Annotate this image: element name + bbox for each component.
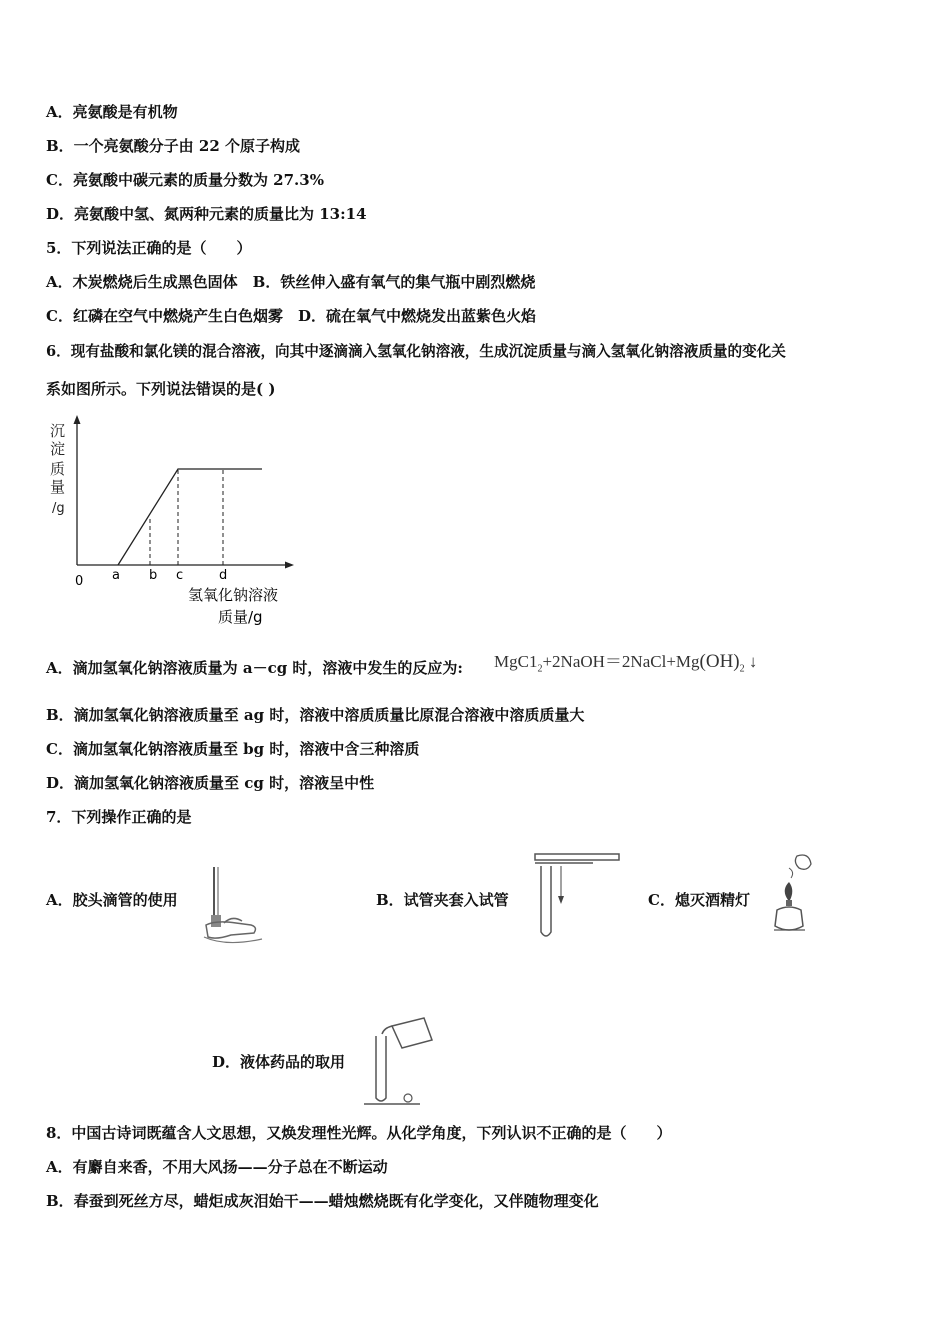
y-axis-arrow [74, 415, 81, 424]
liquid-pouring-illustration [362, 1012, 442, 1107]
q4-option-a: A．亮氨酸是有机物 [46, 103, 178, 121]
chart-ylabel [50, 422, 65, 516]
eq-sub-2: 2 [739, 663, 745, 675]
ylabel-char-1: 淀 [50, 440, 66, 458]
q7-stem: 7．下列操作正确的是 [46, 808, 192, 826]
q6-stem-line2: 系如图所示。下列说法错误的是( ) [46, 380, 276, 398]
q6-option-d: D．滴加氢氧化钠溶液质量至 cg 时，溶液呈中性 [46, 774, 375, 792]
x-tick-c: c [176, 568, 184, 583]
alcohol-lamp-illustration [769, 852, 819, 937]
q6-stem-line1: 6．现有盐酸和氯化镁的混合溶液，向其中逐滴滴入氢氧化钠溶液，生成沉淀质量与滴入氢氧化钠溶液质量的变化关 [46, 343, 786, 360]
test-tube-holder-illustration [533, 850, 623, 940]
dropper-hand-illustration [196, 865, 276, 950]
eq-part-c: (OH) [699, 651, 740, 672]
eq-part-d: ↓ [748, 652, 758, 671]
eq-part-a: MgC1 [494, 652, 538, 671]
xlabel-line2: 质量/g [218, 608, 263, 626]
q6-option-b: B．滴加氢氧化钠溶液质量至 ag 时，溶液中溶质质量比原混合溶液中溶质质量大 [46, 706, 585, 724]
q5-stem: 5．下列说法正确的是（ ） [46, 239, 252, 257]
q6-option-a: A．滴加氢氧化钠溶液质量为 a－cg 时，溶液中发生的反应为: [46, 659, 463, 677]
q8-option-a: A．有麝自来香，不用大风扬——分子总在不断运动 [46, 1158, 388, 1176]
eq-part-b: +2NaOH＝2NaCl+Mg [542, 652, 700, 671]
eq-sub-1: 2 [537, 663, 543, 675]
ylabel-char-4: /g [52, 501, 65, 516]
q7-option-b: B．试管夹套入试管 [376, 891, 509, 909]
q4-option-d: D．亮氨酸中氢、氮两种元素的质量比为 13:14 [46, 205, 367, 223]
q7-option-a: A．胶头滴管的使用 [46, 891, 178, 909]
q7-option-d: D．液体药品的取用 [212, 1053, 346, 1071]
q8-stem: 8．中国古诗词既蕴含人文思想，又焕发理性光辉。从化学角度，下列认识不正确的是（ ） [46, 1124, 672, 1142]
ylabel-char-2: 质 [50, 460, 66, 478]
x-tick-d: d [219, 568, 228, 583]
x-axis-arrow [285, 562, 294, 569]
q6-equation [494, 647, 757, 674]
q5-options-cd: C．红磷在空气中燃烧产生白色烟雾 D．硫在氧气中燃烧发出蓝紫色火焰 [46, 307, 536, 325]
q6-option-c: C．滴加氢氧化钠溶液质量至 bg 时，溶液中含三种溶质 [46, 740, 420, 758]
q6-chart [40, 412, 310, 627]
q5-options-ab: A．木炭燃烧后生成黑色固体 B．铁丝伸入盛有氧气的集气瓶中剧烈燃烧 [46, 273, 536, 291]
q4-option-b: B．一个亮氨酸分子由 22 个原子构成 [46, 137, 300, 155]
q8-option-b: B．春蚕到死丝方尽，蜡炬成灰泪始干——蜡烛燃烧既有化学变化，又伴随物理变化 [46, 1192, 599, 1210]
ylabel-char-3: 量 [50, 478, 66, 496]
q4-option-c: C．亮氨酸中碳元素的质量分数为 27.3% [46, 171, 324, 189]
x-tick-b: b [149, 568, 158, 583]
q7-option-c: C．熄灭酒精灯 [648, 891, 750, 909]
origin-label: 0 [75, 574, 84, 589]
x-tick-a: a [112, 568, 120, 583]
ylabel-char-0: 沉 [50, 422, 66, 440]
series-line [118, 469, 262, 565]
xlabel-line1: 氢氧化钠溶液 [188, 586, 279, 604]
